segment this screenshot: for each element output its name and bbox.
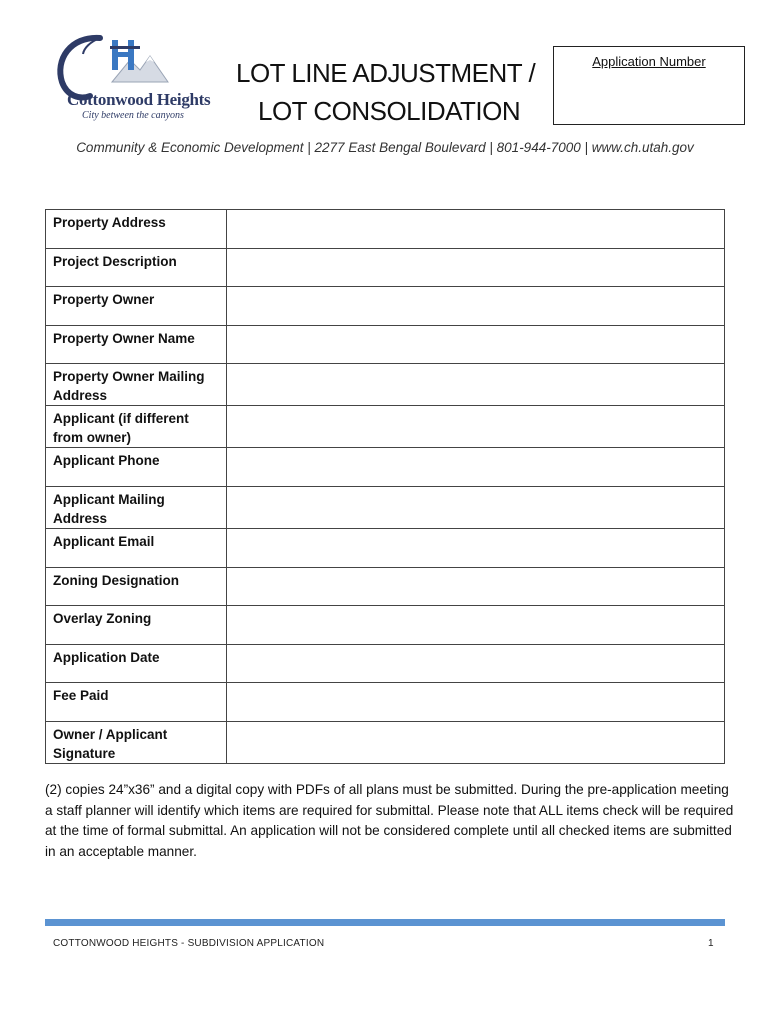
form-row-label: Property Address (46, 210, 227, 249)
form-row (46, 721, 725, 763)
application-number-label: Application Number (592, 54, 706, 69)
form-row (46, 287, 725, 326)
form-row (46, 364, 725, 406)
form-row (46, 644, 725, 683)
form-row-field[interactable] (227, 325, 725, 364)
form-row-label: Property Owner (46, 287, 227, 326)
form-row (46, 528, 725, 567)
form-row-field[interactable] (227, 721, 725, 763)
form-row (46, 248, 725, 287)
title-line-1: LOT LINE ADJUSTMENT / (236, 58, 536, 88)
application-number-box[interactable] (553, 46, 745, 125)
form-row-label: Application Date (46, 644, 227, 683)
form-row-label: Applicant (if different from owner) (46, 406, 227, 448)
form-row (46, 325, 725, 364)
form-row (46, 683, 725, 722)
form-row-field[interactable] (227, 364, 725, 406)
form-row-label: Owner / Applicant Signature (46, 721, 227, 763)
form-row-label: Property Owner Name (46, 325, 227, 364)
application-form-table (45, 209, 725, 764)
form-row (46, 210, 725, 249)
form-row-field[interactable] (227, 448, 725, 487)
form-row (46, 486, 725, 528)
form-row (46, 448, 725, 487)
form-row-label: Fee Paid (46, 683, 227, 722)
page-number: 1 (708, 938, 714, 949)
form-row-label: Applicant Mailing Address (46, 486, 227, 528)
submittal-instructions: (2) copies 24”x36” and a digital copy with PDFs of all plans must be submitted. During the pre-application meeting a staff planner will identify which items are required for submittal. Please note that ALL items check will be required at the time of formal submittal. An application will not be considered complete until all checked items are submitted in an acceptable manner. (45, 782, 734, 860)
form-row-label: Property Owner Mailing Address (46, 364, 227, 406)
form-row-field[interactable] (227, 248, 725, 287)
form-row (46, 406, 725, 448)
logo-tagline: City between the canyons (82, 110, 184, 121)
form-row-label: Applicant Email (46, 528, 227, 567)
form-row (46, 567, 725, 606)
form-row-field[interactable] (227, 644, 725, 683)
footer-title: COTTONWOOD HEIGHTS - SUBDIVISION APPLICATION (53, 938, 325, 949)
form-row-field[interactable] (227, 210, 725, 249)
form-row-label: Zoning Designation (46, 567, 227, 606)
form-row-field[interactable] (227, 683, 725, 722)
footer-rule (45, 919, 725, 926)
form-row-field[interactable] (227, 606, 725, 645)
form-row-field[interactable] (227, 406, 725, 448)
contact-line: Community & Economic Development | 2277 East Bengal Boulevard | 801-944-7000 | www.ch.utah.gov (76, 140, 694, 155)
form-row-label: Applicant Phone (46, 448, 227, 487)
form-row-field[interactable] (227, 486, 725, 528)
form-row-field[interactable] (227, 287, 725, 326)
form-row-field[interactable] (227, 567, 725, 606)
form-row-label: Project Description (46, 248, 227, 287)
title-line-2: LOT CONSOLIDATION (258, 96, 521, 126)
form-row-field[interactable] (227, 528, 725, 567)
form-row-label: Overlay Zoning (46, 606, 227, 645)
form-row (46, 606, 725, 645)
page-title (236, 54, 556, 130)
logo-name: Cottonwood Heights (67, 90, 211, 109)
